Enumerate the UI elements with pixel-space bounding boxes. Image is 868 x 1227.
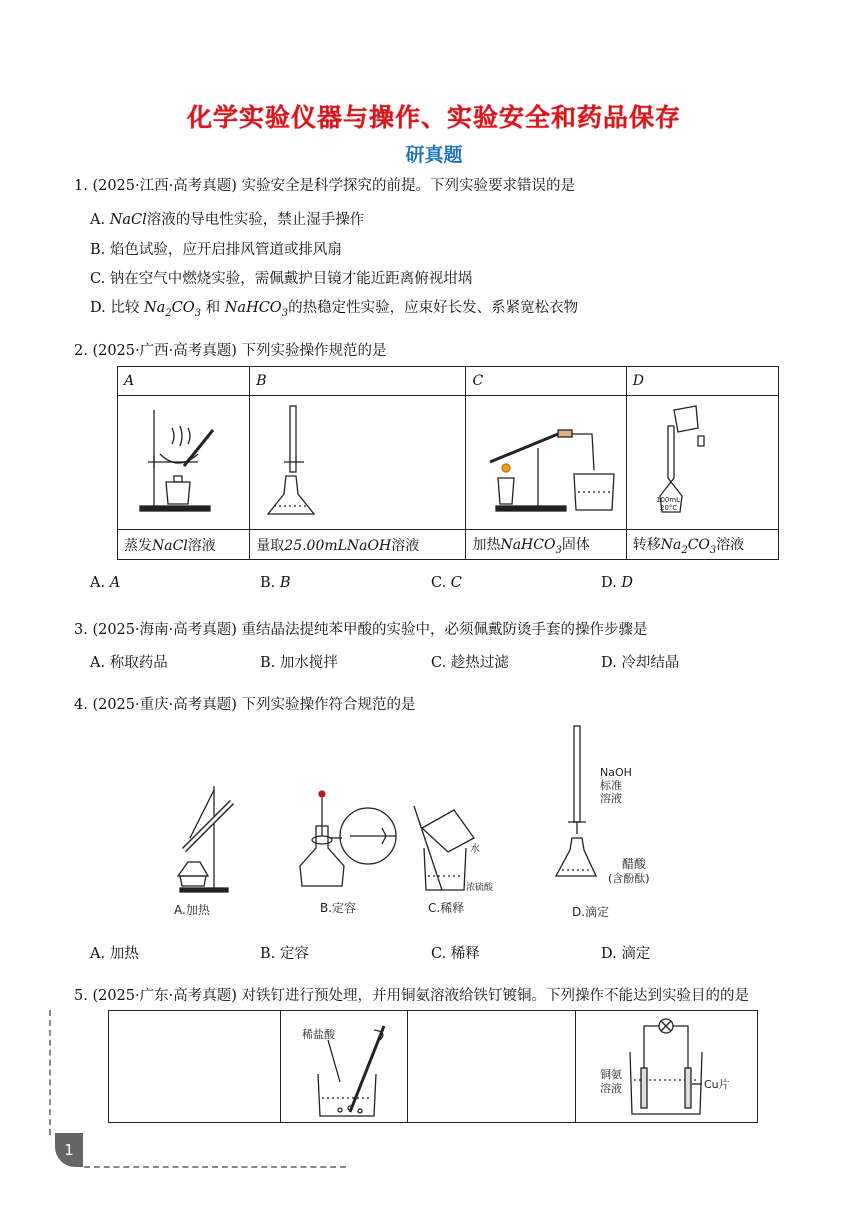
q2-option-c[interactable]: C. C xyxy=(431,575,462,591)
question-3-stem: 3. (2025·海南·高考真题) 重结晶法提纯苯甲酸的实验中，必须佩戴防烫手套的操作步骤是 xyxy=(74,622,648,638)
q5-hcl-label: 稀盐酸 xyxy=(302,1028,335,1041)
q4-option-a[interactable]: A. 加热 xyxy=(90,946,139,962)
q4-phenolphthalein-label: (含酚酞) xyxy=(608,872,650,885)
q3-option-c[interactable]: C. 趁热过滤 xyxy=(431,655,509,671)
q2-option-b[interactable]: B. B xyxy=(260,575,291,591)
q4-fig-label-b: B.定容 xyxy=(320,901,357,915)
question-1-stem: 1. (2025·江西·高考真题) 实验安全是科学探究的前提。下列实验要求错误的是 xyxy=(74,178,575,194)
page-margin-decoration xyxy=(49,1010,51,1135)
q4-option-b[interactable]: B. 定容 xyxy=(260,946,309,962)
q1-option-d[interactable]: D. 比较 $Na_2CO_3$ 和 NaHCO$_3$的热稳定性实验，应束好长发、系紧宽松衣物 xyxy=(90,300,579,319)
page-number: 1 xyxy=(55,1133,83,1167)
q2-option-a[interactable]: A. A xyxy=(90,575,121,591)
question-2-stem: 2. (2025·广西·高考真题) 下列实验操作规范的是 xyxy=(74,343,387,359)
q4-standard-label: 标准 xyxy=(600,779,622,792)
q4-option-d[interactable]: D. 滴定 xyxy=(601,946,651,962)
q3-option-b[interactable]: B. 加水搅拌 xyxy=(260,655,338,671)
q5-cu-plate-label: Cu片 xyxy=(704,1078,730,1091)
q2-caption-c: 加热NaHCO$_3$固体 xyxy=(466,530,626,560)
page-title: 化学实验仪器与操作、实验安全和药品保存 xyxy=(186,103,681,132)
q5-cuammonia-label-1: 铜氨 xyxy=(600,1068,622,1081)
q1-option-a[interactable]: A. NaCl溶液的导电性实验，禁止湿手操作 xyxy=(90,212,365,228)
q2-header-a: A xyxy=(118,367,250,396)
q2-caption-d: 转移$Na_2CO_3$溶液 xyxy=(626,530,778,560)
q2-header-d: D xyxy=(626,367,778,396)
q4-option-c[interactable]: C. 稀释 xyxy=(431,946,480,962)
q2-flask-temp-label: 20°C xyxy=(660,504,678,512)
q1-option-c[interactable]: C. 钠在空气中燃烧实验，需佩戴护目镜才能近距离俯视坩埚 xyxy=(90,271,473,287)
q4-fig-label-c: C.稀释 xyxy=(428,901,465,915)
q5-cuammonia-label-2: 溶液 xyxy=(600,1082,622,1095)
page-footer-rule xyxy=(84,1166,346,1168)
q4-naoh-label: NaOH xyxy=(600,766,632,779)
q4-figures-drawing xyxy=(160,726,680,926)
q4-water-label: 水 xyxy=(470,844,480,855)
q4-acid-label: 浓硫酸 xyxy=(466,883,494,893)
q1-option-b[interactable]: B. 焰色试验，应开启排风管道或排风扇 xyxy=(90,242,342,258)
q2-figures-drawing xyxy=(118,396,778,530)
q4-fig-label-a: A.加热 xyxy=(174,903,210,917)
q4-acetic-label: 醋酸 xyxy=(622,857,647,871)
q2-caption-a: 蒸发NaCl溶液 xyxy=(118,530,250,560)
q5-cell-a xyxy=(109,1011,281,1123)
q2-caption-b: 量取25.00mLNaOH溶液 xyxy=(250,530,466,560)
q2-header-c: C xyxy=(466,367,626,396)
q3-option-d[interactable]: D. 冷却结晶 xyxy=(601,655,680,671)
q2-option-d[interactable]: D. D xyxy=(601,575,633,591)
q5-figures-drawing xyxy=(280,1012,760,1122)
q2-header-b: B xyxy=(250,367,466,396)
q3-option-a[interactable]: A. 称取药品 xyxy=(90,655,168,671)
question-4-stem: 4. (2025·重庆·高考真题) 下列实验操作符合规范的是 xyxy=(74,697,416,713)
q4-fig-label-d: D.滴定 xyxy=(572,905,610,919)
q4-solution-label: 溶液 xyxy=(600,792,622,805)
section-subtitle: 研真题 xyxy=(405,144,463,166)
q2-flask-volume-label: 100mL xyxy=(656,496,681,504)
question-5-stem: 5. (2025·广东·高考真题) 对铁钉进行预处理，并用铜氨溶液给铁钉镀铜。下列操作不能达到实验目的的是 xyxy=(74,988,749,1004)
